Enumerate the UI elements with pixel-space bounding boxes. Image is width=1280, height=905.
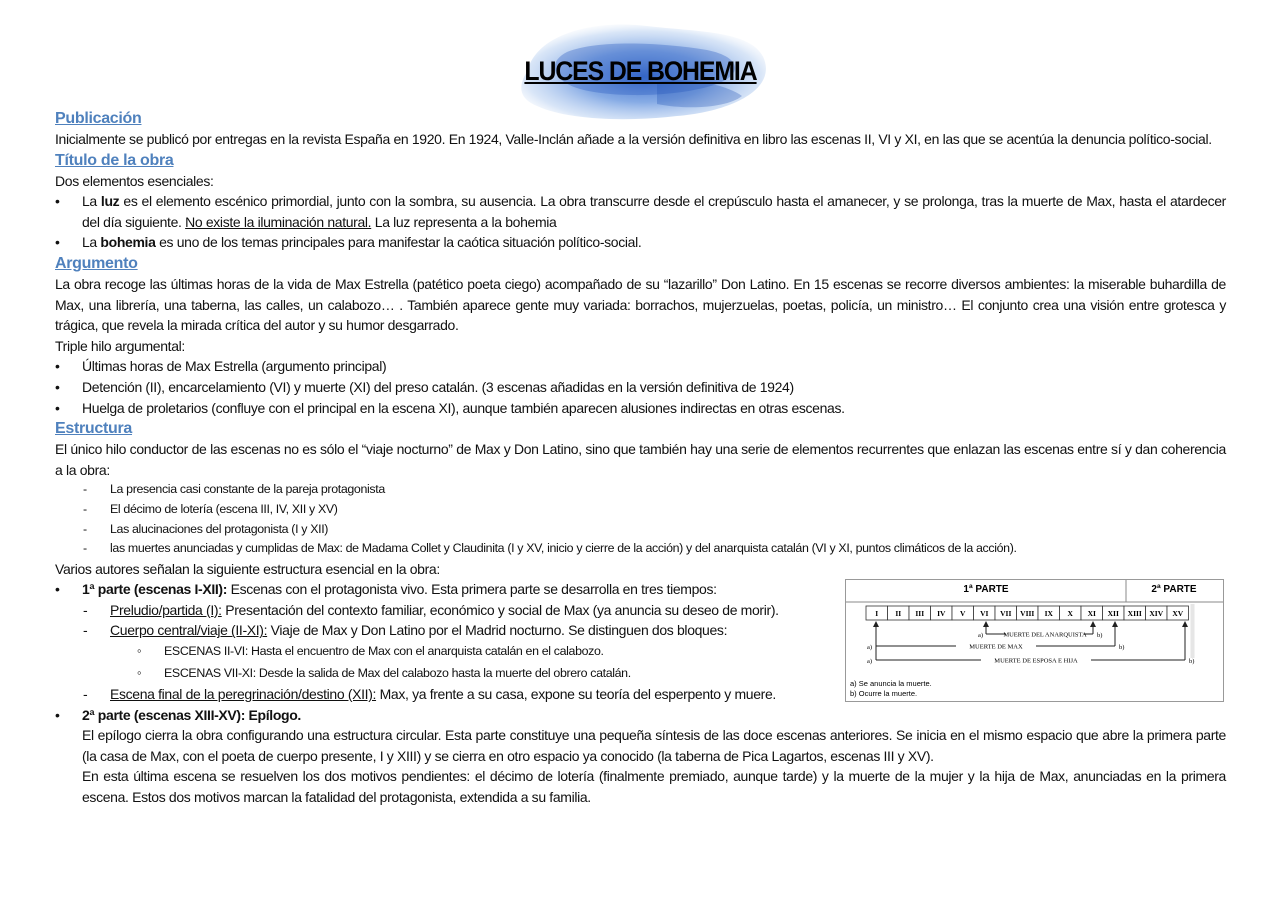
diagram-note-1: a) Se anuncia la muerte. (850, 679, 932, 689)
publicacion-text: Inicialmente se publicó por entregas en la revista España en 1920. En 1924, Valle-Inclán añade a la versión definitiva en libro las escenas II, VI y XI, en las que se acentúa la denuncia político-social. (55, 131, 1212, 147)
list-item: • Últimas horas de Max Estrella (argumento principal) (55, 356, 1226, 377)
scene-label: XI (1087, 609, 1096, 619)
list-item: - Las alucinaciones del protagonista (I y XII) (55, 520, 1226, 540)
scene-label: XIII (1127, 609, 1142, 619)
scene-label: VI (980, 609, 989, 619)
estructura-text: El único hilo conductor de las escenas no es sólo el “viaje nocturno” de Max y Don Latino, sino que también hay una serie de elementos recurrentes que enlazan las escenas entre sí y dan coherencia a la obra: (55, 441, 1226, 478)
list-item-parte1: • 1ª parte (escenas I-XII): Escenas con el protagonista vivo. Esta primera parte se desarrolla en tres tiempos: (55, 579, 852, 600)
titulo-intro: Dos elementos esenciales: (55, 172, 214, 189)
scene-label: XIV (1149, 609, 1164, 619)
scene-label: I (875, 609, 879, 619)
title-area (55, 0, 1226, 108)
titulo-list (55, 191, 1226, 253)
list-item-bloque: ◦ ESCENAS II-VI: Hasta el encuentro de Max con el anarquista catalán en el calabozo. (55, 641, 934, 663)
argumento-text: La obra recoge las últimas horas de la vida de Max Estrella (patético poeta ciego) acompañado de su “lazarillo” Don Latino. En 15 escenas se recorre diversos ambientes: la miserable buhardilla de Max, una librería, una taberna, las calles, un calabozo… . También aparece gente muy variada: borrachos, mujerzuelas, poetas, policía, un ministro… El conjunto crea una visión entre grotesca y trágica, que revela la mirada crítica del autor y su humor desgarrado. (55, 275, 1226, 334)
scene-label: IX (1044, 609, 1053, 619)
diagram-label-b: b) (1189, 658, 1195, 666)
scene-label: XII (1107, 609, 1119, 619)
estructura-intro2: Varios autores señalan la siguiente estructura esencial en la obra: (55, 560, 440, 577)
list-item: • Detención (II), encarcelamiento (VI) y muerte (XI) del preso catalán. (3 escenas añadidas en la versión definitiva de 1924) (55, 377, 1226, 398)
heading-argumento: Argumento (55, 254, 138, 272)
list-item-parte2: • 2ª parte (escenas XIII-XV): Epílogo. (55, 705, 1226, 726)
diagram-parte2: 2ª PARTE (1151, 584, 1197, 596)
list-item-bohemia: • La bohemia es uno de los temas principales para manifestar la caótica situación político-social. (55, 232, 1226, 253)
luz-underlined: No existe la iluminación natural. (185, 213, 372, 230)
list-item-final: - Escena final de la peregrinación/destino (XII): Max, ya frente a su casa, expone su teoría del esperpento y muere. (55, 684, 880, 705)
argumento-list (55, 356, 1226, 418)
list-item-preludio: - Preludio/partida (I): Presentación del contexto familiar, económico y social de Max (ya anuncia su deseo de morir). (55, 600, 880, 621)
bohemia-bold: bohemia (100, 234, 156, 251)
document-title: LUCES DE BOHEMIA (524, 56, 757, 86)
luz-bold: luz (100, 193, 120, 210)
diagram-label-a: a) (867, 644, 873, 652)
scene-label: V (960, 609, 966, 619)
list-item: - las muertes anunciadas y cumplidas de Max: de Madama Collet y Claudinita (I y XV, inicio y cierre de la acción) y del anarquista catalán (VI y XI, puntos climáticos de la acción). (55, 539, 1226, 559)
heading-publicacion: Publicación (55, 110, 142, 127)
diagram-note-2: b) Ocurre la muerte. (850, 689, 918, 699)
diagram-line-max: MUERTE DE MAX (969, 643, 1023, 651)
scene-label: IV (937, 609, 946, 619)
argumento-intro: Triple hilo argumental: (55, 337, 185, 354)
diagram-line-anarquista: MUERTE DEL ANARQUISTA (1003, 631, 1087, 639)
diagram-parte1: 1ª PARTE (963, 584, 1009, 596)
list-item: - El décimo de lotería (escena III, IV, XII y XV) (55, 500, 1226, 520)
epilogo-text-1: El epílogo cierra la obra configurando una estructura circular. Esta parte constituye una pequeña síntesis de las doce escenas anteriores. Se inicia en el mismo espacio que abre la primera parte (la casa de Max, con el poeta de cuerpo presente, I y XIII) y se cierra en otro espacio ya conocido (la taberna de Pica Lagartos, escenas III y XV). (82, 727, 1226, 764)
estructura-elements-list (55, 480, 1226, 558)
list-item-cuerpo: - Cuerpo central/viaje (II-XI): Viaje de Max y Don Latino por el Madrid nocturno. Se distinguen dos bloques: (55, 620, 880, 641)
diagram-edge-shade (1191, 604, 1195, 658)
diagram-label-b: b) (1097, 632, 1103, 640)
scene-label: VIII (1020, 609, 1035, 619)
diagram-label-a: a) (978, 632, 984, 640)
diagram-label-a: a) (867, 658, 873, 666)
scene-label: VII (1000, 609, 1012, 619)
document-page (55, 0, 1226, 808)
list-item-luz: • La luz es el elemento escénico primordial, junto con la sombra, su ausencia. La obra transcurre desde el crepúsculo hasta el amanecer, y se prolonga, tras la muerte de Max, hasta el atardecer del día siguiente. No existe la iluminación natural. La luz representa a la bohemia (55, 191, 1226, 232)
scene-label: II (895, 609, 902, 619)
structure-section (55, 579, 1226, 807)
diagram-line-familia: MUERTE DE ESPOSA E HIJA (994, 657, 1078, 665)
diagram-label-b: b) (1119, 644, 1125, 652)
epilogo-text-2: En esta última escena se resuelven los dos motivos pendientes: el décimo de lotería (finalmente premiado, aunque tarde) y la muerte de la mujer y la hija de Max, anunciadas en la primera escena. Estos dos motivos marcan la fatalidad del protagonista, extendida a su familia. (82, 768, 1226, 806)
scene-label: III (915, 609, 925, 619)
heading-estructura: Estructura (55, 420, 133, 438)
scene-label: XV (1172, 609, 1184, 619)
list-item: • Huelga de proletarios (confluye con el principal en la escena XI), aunque también aparecen alusiones indirectas en otras escenas. (55, 398, 1226, 419)
arrow-heads (873, 621, 1188, 627)
scene-label: X (1067, 609, 1073, 619)
list-item: - La presencia casi constante de la pareja protagonista (55, 480, 1226, 500)
list-item-bloque: ◦ ESCENAS VII-XI: Desde la salida de Max del calabozo hasta la muerte del obrero catalán. (55, 663, 934, 685)
heading-titulo: Título de la obra (55, 151, 174, 169)
